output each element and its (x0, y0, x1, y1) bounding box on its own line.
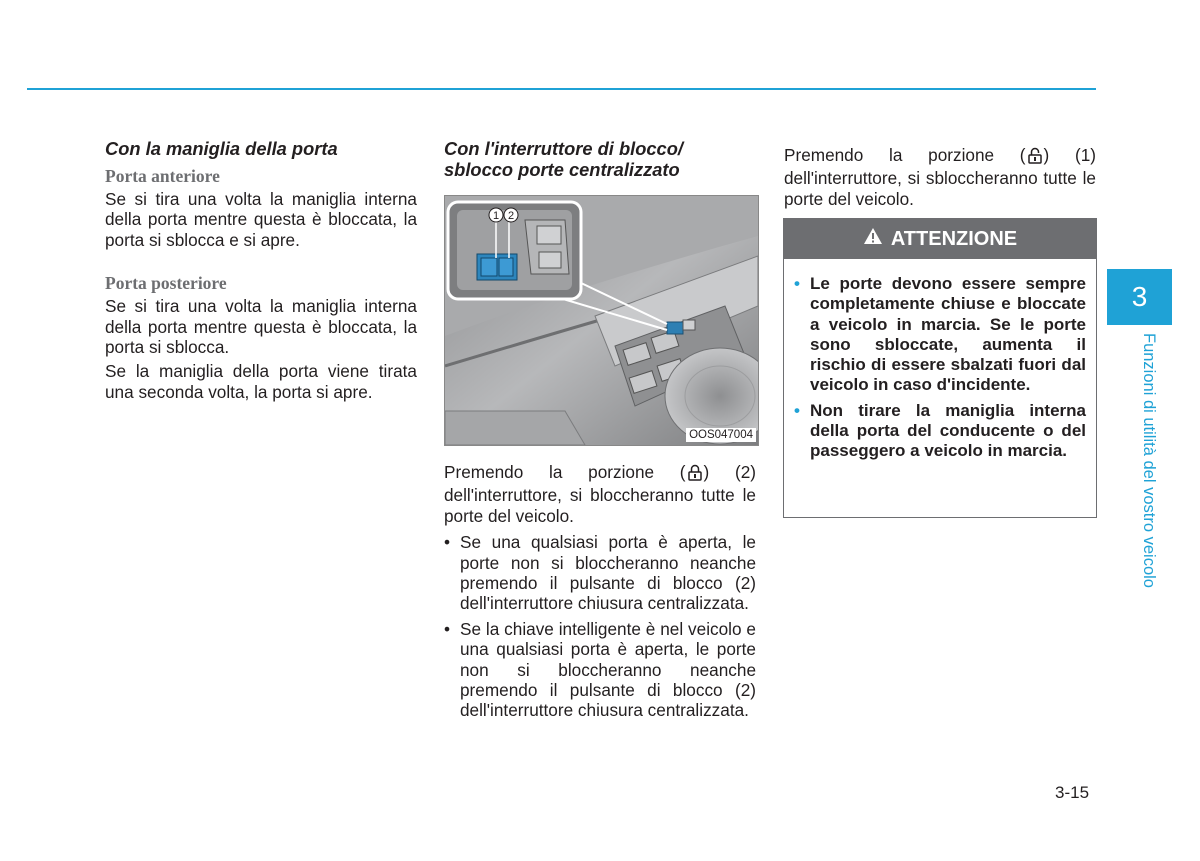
figure-code: OOS047004 (686, 428, 756, 442)
warning-triangle-icon (863, 227, 883, 251)
lock-note-item: • Se una qualsiasi porta è aperta, le porte non si bloccheranno neanche premendo il pulsante di blocco (2) dell'interruttore chiusura centralizzata. (444, 532, 756, 614)
rear-door-subheading: Porta posteriore (105, 273, 227, 294)
rear-door-text-2: Se la maniglia della porta viene tirata una seconda volta, la porta si apre. (105, 361, 417, 402)
warning-item: • Le porte devono essere sempre completamente chiuse e bloccate a veicolo in marcia. Se le porte sono sbloccate, aumenta il rischio di essere sbalzati fuori dal veicolo in caso d'incidente. (794, 274, 1086, 396)
chapter-number-tab: 3 (1107, 269, 1172, 325)
lock-icon (688, 464, 702, 485)
warning-item: • Non tirare la maniglia interna della porta del conducente o del passeggero a veicolo in marcia. (794, 401, 1086, 462)
lock-paragraph (444, 462, 756, 526)
front-door-subheading: Porta anteriore (105, 166, 220, 186)
chapter-side-title: Funzioni di utilità del vostro veicolo (1140, 333, 1158, 588)
central-lock-heading: Con l'interruttore di blocco/ sblocco porte centralizzato (444, 138, 683, 180)
lock-paragraph-start: Premendo la porzione ( (444, 462, 686, 482)
door-switch-illustration (444, 195, 759, 446)
top-rule (27, 88, 1096, 90)
front-door-text: Se si tira una volta la maniglia interna della porta mentre questa è bloccata, la porta si sblocca e si apre. (105, 189, 417, 250)
rear-door-text-1: Se si tira una volta la maniglia interna della porta mentre questa è bloccata, la porta si sblocca. (105, 296, 417, 358)
warning-box (783, 218, 1097, 518)
page-number: 3-15 (1055, 783, 1090, 802)
door-handle-heading: Con la maniglia della porta (105, 138, 338, 159)
unlock-paragraph-end: ) (1) dell'interruttore, si sbloccheranno tutte le porte del veicolo. (784, 145, 1096, 209)
warning-header (784, 219, 1096, 259)
callout-1: 1 (492, 210, 500, 222)
warning-title: ATTENZIONE (890, 227, 1018, 250)
lock-paragraph-end: ) (2) dell'interruttore, si bloccheranno tutte le porte del veicolo. (444, 462, 756, 526)
unlock-paragraph (784, 145, 1096, 209)
unlock-icon (1028, 147, 1042, 168)
lock-note-item: • Se la chiave intelligente è nel veicolo e una qualsiasi porta è aperta, le porte non si bloccheranno neanche premendo il pulsante di blocco (2) dell'interruttore chiusura centralizzata. (444, 619, 756, 721)
lock-notes-list (444, 532, 756, 721)
warning-list (794, 274, 1086, 462)
unlock-paragraph-start: Premendo la porzione ( (784, 145, 1026, 165)
central-lock-body (444, 462, 756, 721)
door-panel-drawing (445, 196, 758, 445)
column-central-lock (444, 138, 756, 180)
callout-2: 2 (507, 210, 515, 222)
column-unlock (784, 145, 1096, 209)
column-door-handle (105, 138, 417, 402)
